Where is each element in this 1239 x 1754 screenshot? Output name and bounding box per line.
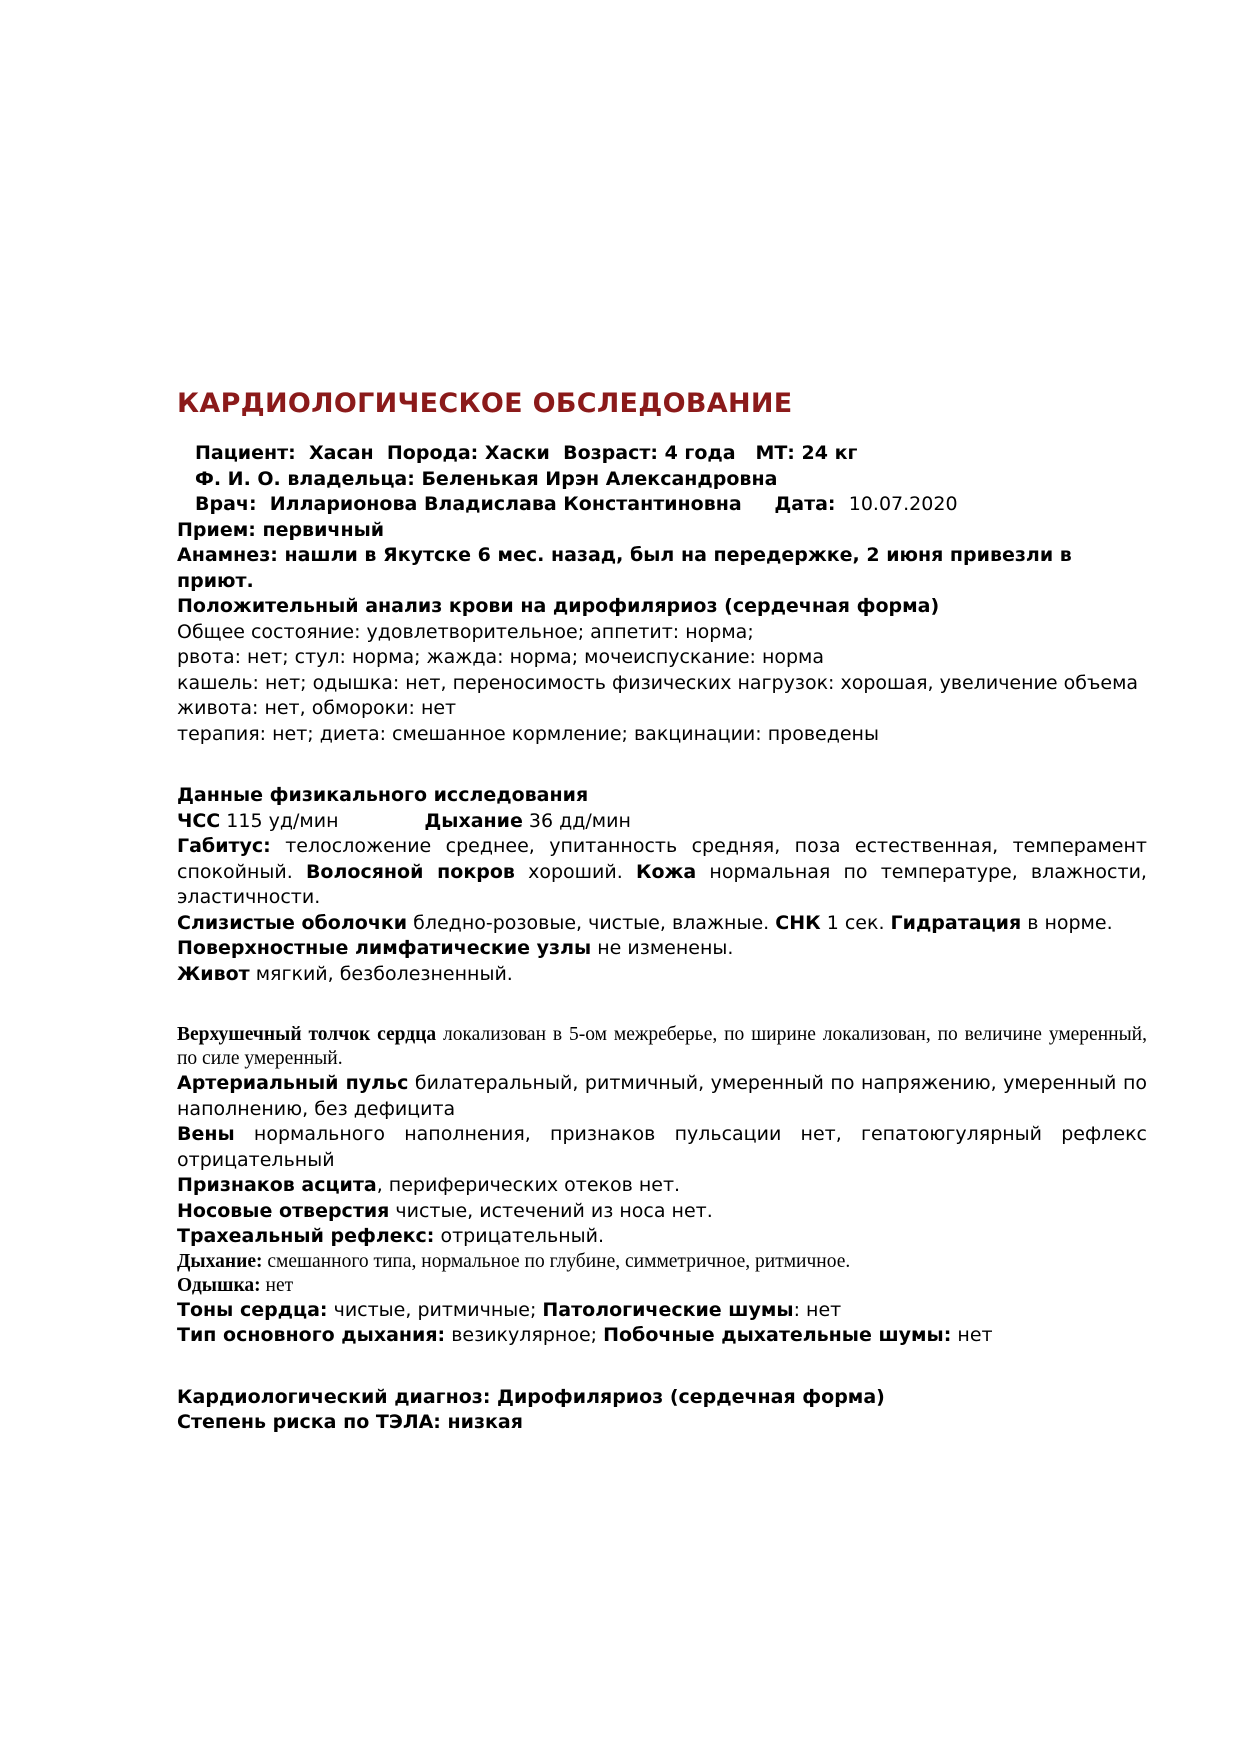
lymph-nodes-line <box>177 936 1147 962</box>
breathing-text: смешанного типа, нормальное по глубине, симметричное, ритмичное. <box>267 1250 851 1272</box>
patient-label: Пациент: <box>195 442 296 464</box>
abdomen-text: мягкий, безболезненный. <box>255 962 513 985</box>
pulse-paragraph <box>177 1071 1147 1122</box>
dyspnea-line <box>177 1274 1147 1298</box>
murmurs-text: : нет <box>793 1298 842 1321</box>
document-content <box>177 386 1147 1436</box>
hr-label: ЧСС <box>177 809 221 832</box>
nose-text: чистые, истечений из носа нет. <box>395 1199 713 1222</box>
hydration-label: Гидратация <box>890 911 1022 934</box>
dyspnea-label: Одышка: <box>177 1274 261 1296</box>
vitals-line <box>177 809 1147 835</box>
dyspnea-text: нет <box>265 1274 294 1296</box>
tracheal-line <box>177 1224 1147 1250</box>
pte-risk: Степень риска по ТЭЛА: низкая <box>177 1411 523 1433</box>
nose-label: Носовые отверстия <box>177 1199 390 1222</box>
weight-value: 24 кг <box>801 442 858 464</box>
habitus-text: телосложение среднее, упитанность средняя, поза естественная, темперамент спокойный. <box>177 835 1147 883</box>
owner-line <box>177 467 1147 493</box>
veins-text: нормального наполнения, признаков пульсации нет, гепатоюгулярный рефлекс отрицательный <box>177 1123 1147 1171</box>
hr-value: 115 уд/мин <box>226 809 339 832</box>
ascites-text: , периферических отеков нет. <box>376 1174 681 1196</box>
ascites-label: Признаков асцита <box>177 1174 377 1196</box>
lymph-label: Поверхностные лимфатические узлы <box>177 937 592 959</box>
breed-value: Хаски <box>484 442 550 464</box>
hydration-text: в норме. <box>1027 911 1113 934</box>
apex-text: локализован в 5-ом межреберье, по ширине локализован, по величине умеренный, по силе умеренный. <box>177 1024 1147 1069</box>
veins-label: Вены <box>177 1123 235 1145</box>
date-label: Дата: <box>774 493 836 515</box>
document-title: КАРДИОЛОГИЧЕСКОЕ ОБСЛЕДОВАНИЕ <box>177 388 793 419</box>
extra-sounds-label: Побочные дыхательные шумы: <box>603 1324 952 1346</box>
nose-line <box>177 1199 1147 1225</box>
breath-type-label: Тип основного дыхания: <box>177 1324 446 1346</box>
heart-sounds-line <box>177 1298 1147 1324</box>
murmurs-label: Патологические шумы <box>542 1298 794 1321</box>
coat-text: хороший. <box>528 860 623 883</box>
veins-paragraph <box>177 1122 1147 1173</box>
visit-type: Прием: первичный <box>177 518 385 541</box>
pulse-label: Артериальный пульс <box>177 1072 409 1094</box>
breath-type-line <box>177 1323 1147 1349</box>
abdomen-label: Живот <box>177 962 250 985</box>
crt-label: СНК <box>775 911 821 934</box>
breathing-label: Дыхание: <box>177 1250 263 1272</box>
general-state-line: Общее состояние: удовлетворительное; аппетит: норма; <box>177 620 754 643</box>
general-state-line: кашель: нет; одышка: нет, переносимость физических нагрузок: хорошая, увеличение объема живота: нет, обмороки: нет <box>177 671 1139 719</box>
extra-sounds-text: нет <box>957 1324 993 1346</box>
habitus-paragraph <box>177 834 1147 911</box>
age-value: 4 года <box>664 442 736 464</box>
crt-text: 1 сек. <box>826 911 885 934</box>
patient-line <box>177 441 1147 467</box>
tracheal-text: отрицательный. <box>440 1225 605 1247</box>
doctor-value: Илларионова Владислава Константиновна <box>269 493 742 515</box>
mucosa-text: бледно-розовые, чистые, влажные. <box>413 911 770 934</box>
heart-sounds-label: Тоны сердца: <box>177 1298 328 1321</box>
coat-label: Волосяной покров <box>305 860 515 883</box>
breed-label: Порода: <box>386 442 479 464</box>
tracheal-label: Трахеальный рефлекс: <box>177 1225 435 1247</box>
owner-value: Беленькая Ирэн Александровна <box>421 467 778 490</box>
habitus-label: Габитус: <box>177 835 271 857</box>
blood-test-result: Положительный анализ крови на дирофиляриоз (сердечная форма) <box>177 595 940 617</box>
date-value: 10.07.2020 <box>848 493 958 515</box>
doctor-label: Врач: <box>195 493 257 515</box>
patient-name: Хасан <box>308 442 374 464</box>
lymph-text: не изменены. <box>597 937 734 959</box>
mucosa-label: Слизистые оболочки <box>177 911 408 934</box>
skin-label: Кожа <box>635 860 697 883</box>
abdomen-line <box>177 962 1147 988</box>
ascites-line <box>177 1173 1147 1199</box>
pulse-text: билатеральный, ритмичный, умеренный по напряжению, умеренный по наполнению, без дефицита <box>177 1072 1147 1120</box>
breathing-line <box>177 1250 1147 1274</box>
general-state-line: терапия: нет; диета: смешанное кормление; вакцинации: проведены <box>177 722 879 745</box>
general-state-line: рвота: нет; стул: норма; жажда: норма; мочеиспускание: норма <box>177 646 825 668</box>
age-label: Возраст: <box>563 442 658 464</box>
cardio-diagnosis: Кардиологический диагноз: Дирофиляриоз (сердечная форма) <box>177 1385 885 1408</box>
mucosa-paragraph <box>177 911 1147 937</box>
heart-sounds-text: чистые, ритмичные; <box>333 1298 537 1321</box>
doctor-line <box>177 492 1147 518</box>
owner-label: Ф. И. О. владельца: <box>195 467 415 490</box>
breath-type-text: везикулярное; <box>451 1324 598 1346</box>
weight-label: МТ: <box>755 442 795 464</box>
physical-exam-heading: Данные физикального исследования <box>177 784 589 806</box>
resp-value: 36 дд/мин <box>528 809 631 832</box>
anamnesis: Анамнез: нашли в Якутске 6 мес. назад, был на передержке, 2 июня привезли в приют. <box>177 544 1072 592</box>
apex-label: Верхушечный толчок сердца <box>177 1024 437 1045</box>
apex-beat-paragraph <box>177 1023 1147 1071</box>
resp-label: Дыхание <box>424 809 523 832</box>
skin-text: нормальная по температуре, влажности, эластичности. <box>177 860 1147 908</box>
